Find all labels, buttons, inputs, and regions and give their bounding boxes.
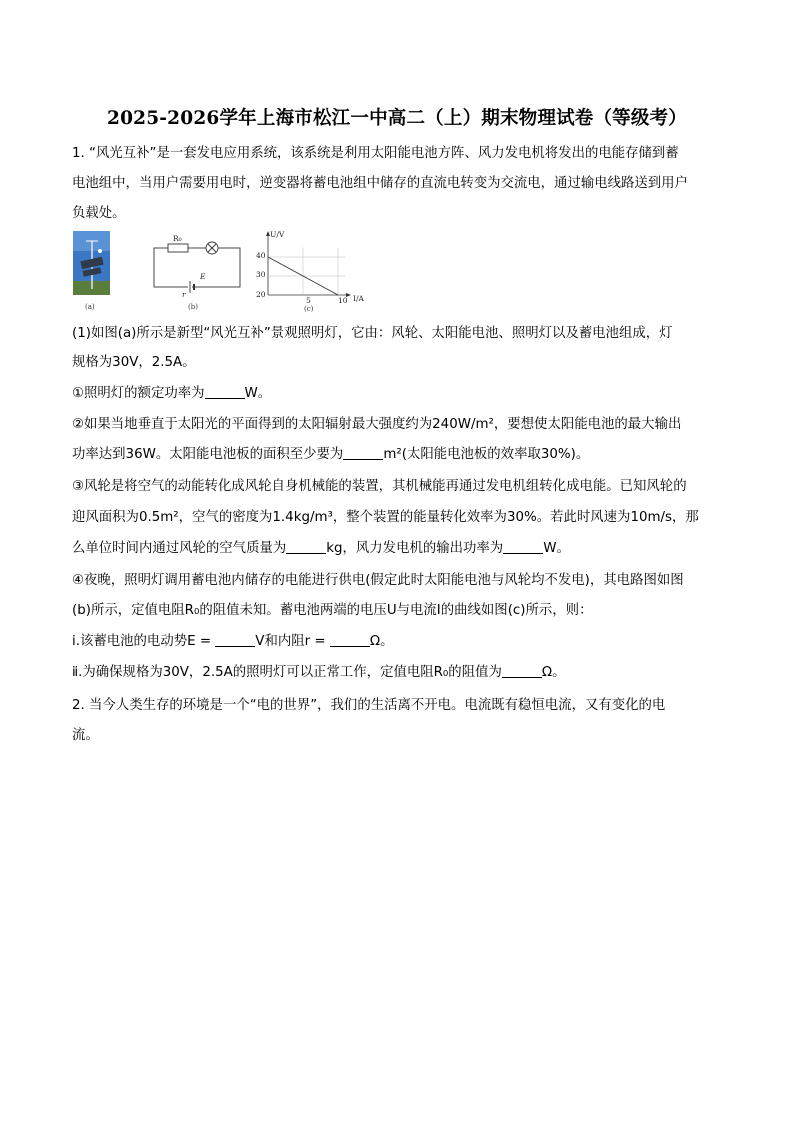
answer-blank-mass[interactable] xyxy=(286,539,326,554)
q1-sub3-line3 xyxy=(72,534,722,563)
q1-part1-line1: (1)如图(a)所示是新型“风光互补”景观照明灯，它由：风轮、太阳能电池、照明灯以及蓄电池组成，灯 xyxy=(72,326,673,341)
graph-y-tick: 20 xyxy=(256,290,266,299)
figure-c-caption: (c) xyxy=(304,305,314,313)
q1-part1-line2: 规格为30V，2.5A。 xyxy=(72,355,196,370)
sub2-text-a: 功率达到36W。太阳能电池板的面积至少要为 xyxy=(72,447,344,462)
q2-line2: 流。 xyxy=(72,728,99,743)
answer-blank-wind-power[interactable] xyxy=(503,539,543,554)
sub1-unit: W。 xyxy=(244,386,272,401)
graph-y-axis-label: U/V xyxy=(270,230,285,239)
q1-sub4-line2: (b)所示，定值电阻R₀的阻值未知。蓄电池两端的电压U与电流I的曲线如图(c)所示，则： xyxy=(72,603,593,618)
q1-intro-line3: 负载处。 xyxy=(72,206,126,221)
graph-y-tick: 30 xyxy=(256,270,266,279)
answer-blank-power[interactable] xyxy=(205,384,245,399)
q1-sub2-line1: ②如果当地垂直于太阳光的平面得到的太阳辐射最大强度约为240W/m²，要想使太阳能电池的最大输出 xyxy=(72,417,682,432)
q1-intro-line2: 电池组中，当用户需要用电时，逆变器将蓄电池组中储存的直流电转变为交流电，通过输电线路送到用户 xyxy=(72,176,688,191)
figure-row xyxy=(72,229,392,315)
sub4-ii-text-b: Ω。 xyxy=(541,665,566,680)
figure-b-circuit xyxy=(154,242,240,293)
sub1-text: ①照明灯的额定功率为 xyxy=(72,386,205,401)
figure-b-e-label: E xyxy=(200,272,206,281)
sub4-ii-text-a: ⅱ.为确保规格为30V，2.5A的照明灯可以正常工作，定值电阻R₀的阻值为 xyxy=(72,665,502,680)
sub4-i-text-c: Ω。 xyxy=(369,634,394,649)
page-title: 2025-2026学年上海市松江一中高二（上）期末物理试卷（等级考） xyxy=(107,108,687,129)
graph-y-tick: 40 xyxy=(256,251,266,260)
q1-sub4-line1: ④夜晚，照明灯调用蓄电池内储存的电能进行供电(假定此时太阳能电池与风轮均不发电)，其电路图如图 xyxy=(72,573,684,588)
figures-svg xyxy=(72,229,392,315)
figure-c-graph xyxy=(266,231,351,297)
figure-b-r0-label: R₀ xyxy=(173,234,182,243)
figure-b-r-label: r xyxy=(182,290,186,299)
sub4-i-text-b: V和内阻r = xyxy=(255,634,330,649)
sub2-text-b: m²(太阳能电池板的效率取30%)。 xyxy=(383,447,590,462)
figure-a-photo xyxy=(73,231,110,311)
graph-x-axis-label: I/A xyxy=(353,294,364,303)
answer-blank-area[interactable] xyxy=(343,445,383,460)
q1-sub4-i xyxy=(72,627,722,656)
answer-blank-internal-resistance[interactable] xyxy=(330,632,370,647)
sub3-text-c: W。 xyxy=(543,541,570,556)
q1-sub3-line2: 迎风面积为0.5m²，空气的密度为1.4kg/m³，整个装置的能量转化效率为30%。若此时风速为10m/s，那 xyxy=(72,510,699,525)
q1-intro-line1: 1. “风光互补”是一套发电应用系统，该系统是利用太阳能电池方阵、风力发电机将发出的电能存储到蓄 xyxy=(72,146,679,161)
sub3-text-b: kg，风力发电机的输出功率为 xyxy=(326,541,504,556)
q1-sub3-line1: ③风轮是将空气的动能转化成风轮自身机械能的装置，其机械能再通过发电机组转化成电能。已知风轮的 xyxy=(72,479,687,494)
figure-b-caption: (b) xyxy=(188,303,198,311)
graph-x-tick: 10 xyxy=(338,296,348,305)
answer-blank-emf[interactable] xyxy=(215,632,255,647)
answer-blank-r0[interactable] xyxy=(502,663,542,678)
graph-x-tick: 5 xyxy=(306,296,311,305)
sub4-i-text-a: ⅰ.该蓄电池的电动势E = xyxy=(72,634,216,649)
figure-a-caption: (a) xyxy=(85,303,95,311)
q1-sub1 xyxy=(72,379,722,408)
sub3-text-a: 么单位时间内通过风轮的空气质量为 xyxy=(72,541,287,556)
q1-sub4-ii xyxy=(72,658,722,687)
q2-line1: 2. 当今人类生存的环境是一个“电的世界”，我们的生活离不开电。电流既有稳恒电流，又有变化的电 xyxy=(72,698,666,713)
q1-sub2-line2 xyxy=(72,440,722,469)
